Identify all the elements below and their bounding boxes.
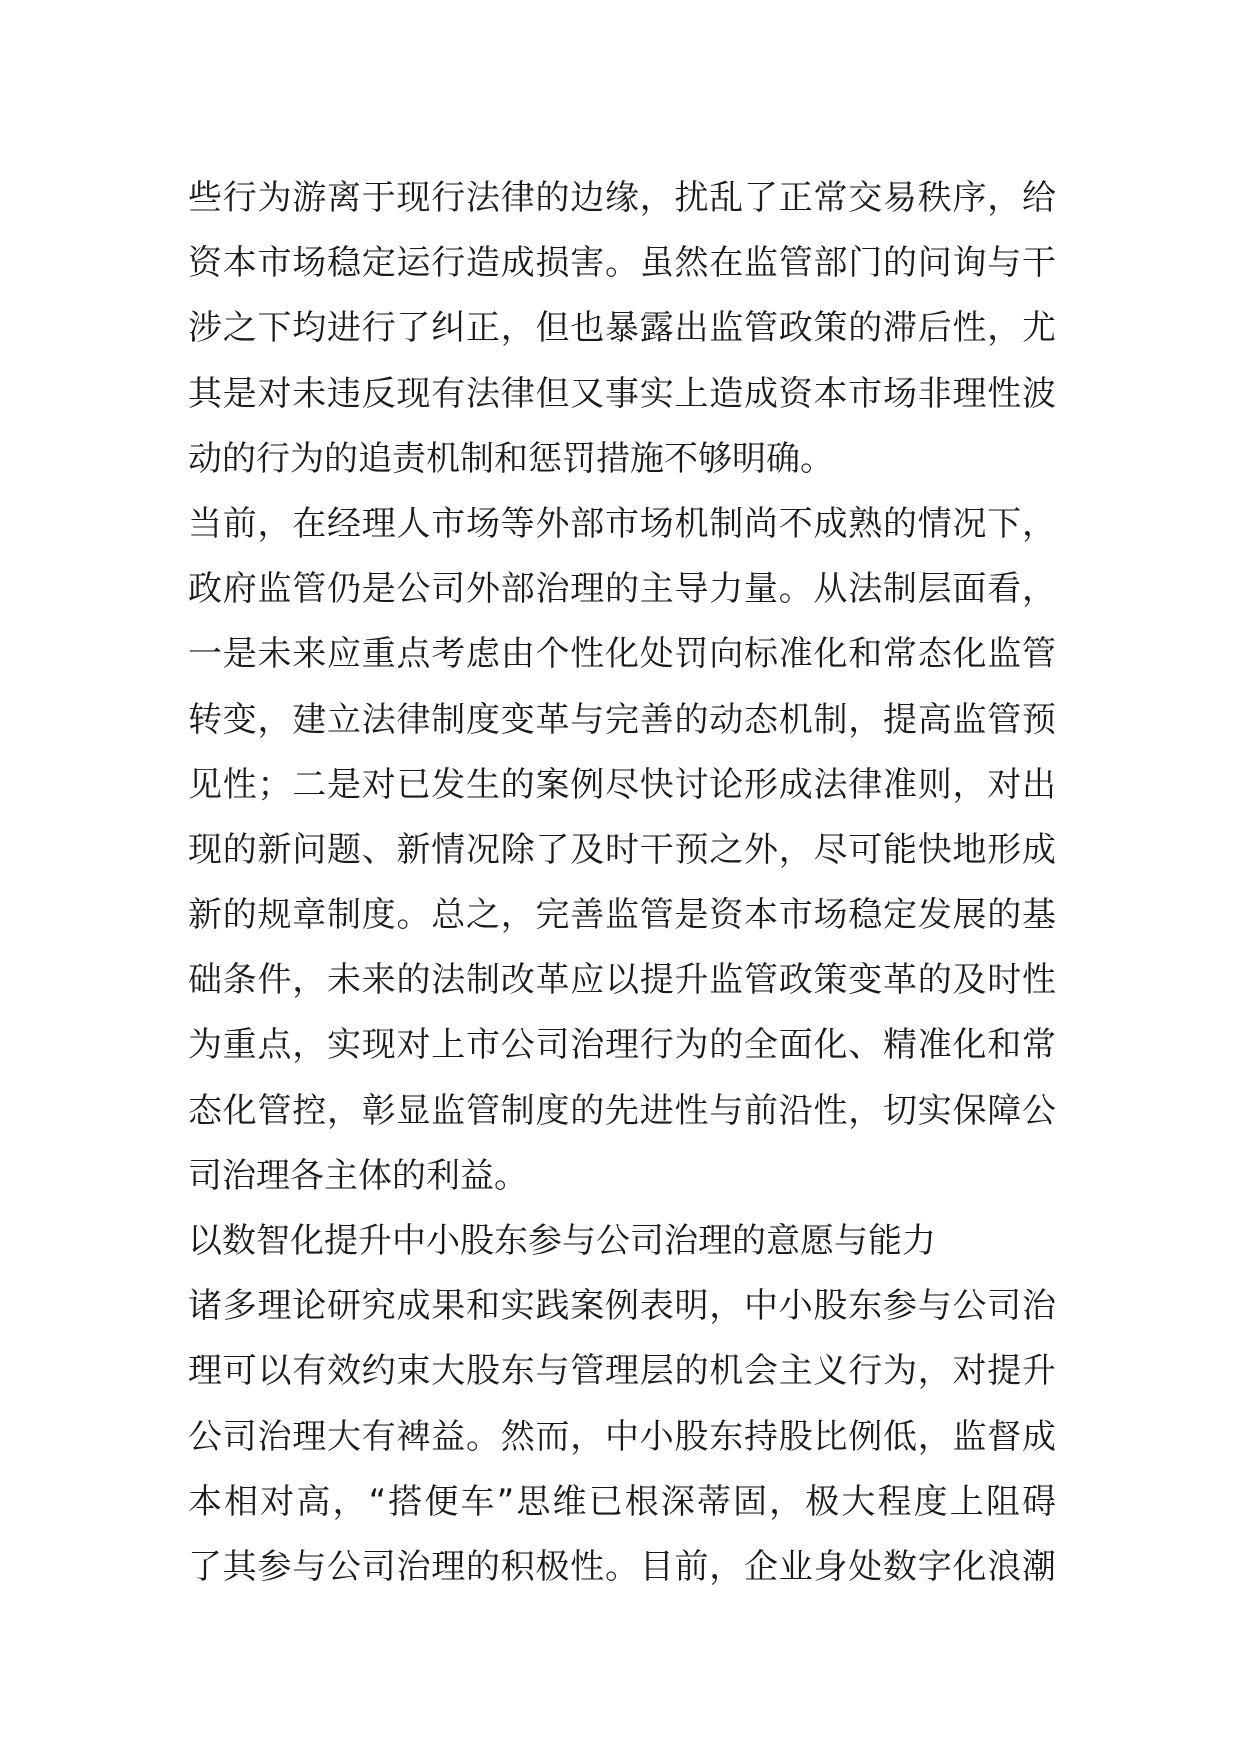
text-line: 诸多理论研究成果和实践案例表明，中小股东参与公司治 (188, 1286, 1056, 1327)
text-line: 资本市场稳定运行造成损害。虽然在监管部门的问询与干 (188, 243, 1056, 284)
text-line: 公司治理大有裨益。然而，中小股东持股比例低，监督成 (188, 1416, 1056, 1457)
text-line: 础条件，未来的法制改革应以提升监管政策变革的及时性 (188, 960, 1056, 1001)
text-line: 态化管控，彰显监管制度的先进性与前沿性，切实保障公 (188, 1090, 1056, 1131)
text-line: 转变，建立法律制度变革与完善的动态机制，提高监管预 (188, 699, 1056, 740)
text-line: 动的行为的追责机制和惩罚措施不够明确。 (188, 438, 834, 479)
text-line: 新的规章制度。总之，完善监管是资本市场稳定发展的基 (188, 895, 1056, 936)
body-text (188, 166, 1056, 1600)
text-line: 为重点，实现对上市公司治理行为的全面化、精准化和常 (188, 1025, 1056, 1066)
text-line: 了其参与公司治理的积极性。目前，企业身处数字化浪潮 (188, 1546, 1056, 1587)
paragraph-2 (188, 492, 1056, 1209)
text-line: 司治理各主体的利益。 (188, 1155, 528, 1196)
heading-line: 以数智化提升中小股东参与公司治理的意愿与能力 (188, 1221, 936, 1261)
paragraph-3 (188, 1274, 1056, 1600)
text-line: 理可以有效约束大股东与管理层的机会主义行为，对提升 (188, 1351, 1056, 1392)
section-heading (188, 1209, 1056, 1274)
text-line: 一是未来应重点考虑由个性化处罚向标准化和常态化监管 (188, 634, 1056, 675)
text-line: 其是对未违反现有法律但又事实上造成资本市场非理性波 (188, 373, 1056, 414)
text-line: 政府监管仍是公司外部治理的主导力量。从法制层面看， (188, 569, 1056, 610)
text-line: 本相对高，“搭便车”思维已根深蒂固，极大程度上阻碍 (188, 1481, 1056, 1522)
text-line: 些行为游离于现行法律的边缘，扰乱了正常交易秩序，给 (188, 178, 1056, 218)
text-line: 见性；二是对已发生的案例尽快讨论形成法律准则，对出 (188, 764, 1056, 805)
paragraph-1 (188, 166, 1056, 492)
text-line: 当前，在经理人市场等外部市场机制尚不成熟的情况下， (188, 503, 1056, 544)
text-line: 涉之下均进行了纠正，但也暴露出监管政策的滞后性，尤 (188, 308, 1056, 349)
text-line: 现的新问题、新情况除了及时干预之外，尽可能快地形成 (188, 829, 1056, 870)
